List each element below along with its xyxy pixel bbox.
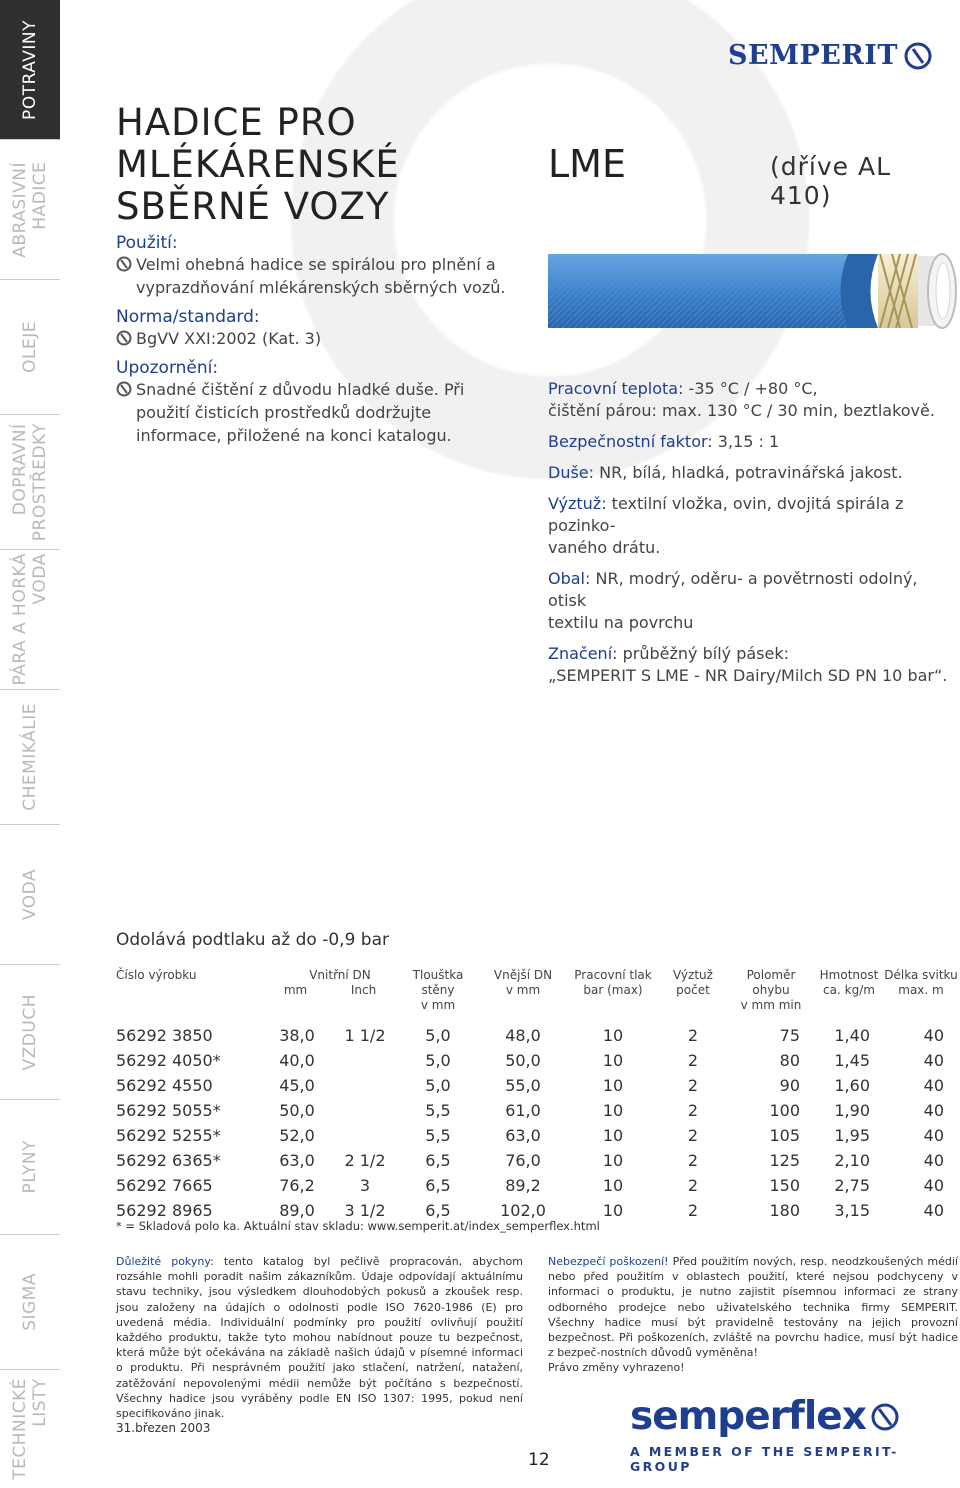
- usage-heading: Použití:: [116, 233, 178, 253]
- cell-working-pressure: 10: [602, 1026, 624, 1045]
- table-row: [116, 1123, 958, 1148]
- cell-inner-dn-mm: 63,0: [279, 1151, 315, 1170]
- spec-value: : NR, modrý, oděru- a povětrnosti odolný, otisk: [548, 569, 918, 610]
- important-notes: [116, 1254, 523, 1421]
- col-header-coil-length: [884, 968, 958, 1013]
- spec-marking-text: „SEMPERIT S LME - NR Dairy/Milch SD PN 10 bar“.: [548, 666, 948, 685]
- specifications: [548, 378, 958, 687]
- table-row: [116, 1098, 958, 1123]
- header-text: Vnitřní DN: [309, 968, 371, 982]
- tab-label: OLEJE: [20, 321, 40, 373]
- tab-sigma[interactable]: [0, 1235, 60, 1370]
- cell-bend-radius: 100: [769, 1101, 800, 1120]
- cell-inner-dn-mm: 52,0: [279, 1126, 315, 1145]
- cell-inner-dn-mm: 76,2: [279, 1176, 315, 1195]
- cell-inner-dn-inch: 3 1/2: [344, 1201, 386, 1220]
- spec-key: Pracovní teplota: [548, 379, 679, 398]
- cell-reinforcement-count: 2: [687, 1201, 699, 1220]
- cell-wall-thickness: 5,0: [425, 1026, 451, 1045]
- cell-working-pressure: 10: [602, 1126, 624, 1145]
- cell-coil-length: 40: [923, 1026, 944, 1045]
- cell-working-pressure: 10: [602, 1151, 624, 1170]
- hose-image: [548, 252, 958, 334]
- norm-item: [116, 327, 516, 350]
- table-row: [116, 1073, 958, 1098]
- inner-dn-subheaders: [262, 983, 398, 998]
- header-unit: max. m: [898, 983, 944, 997]
- tab-vzduch[interactable]: [0, 965, 60, 1100]
- cell-weight: 2,10: [834, 1151, 870, 1170]
- cell-inner-dn-inch: [332, 1048, 398, 1073]
- table-row: [116, 1173, 958, 1198]
- spec-key: Duše: [548, 463, 589, 482]
- hose-table: [116, 968, 958, 1223]
- usage-text: Velmi ohebná hadice se spirálou pro plnění a vyprazdňování mlékárenských sběrných vozů.: [136, 255, 506, 297]
- tab-plyny[interactable]: [0, 1100, 60, 1235]
- cell-reinforcement-count: 2: [687, 1126, 699, 1145]
- cell-bend-radius: 105: [769, 1126, 800, 1145]
- cell-weight: 1,60: [834, 1076, 870, 1095]
- tab-abrasivni-hadice[interactable]: [0, 140, 60, 280]
- cell-product-no: 56292 6365*: [116, 1151, 221, 1170]
- header-text: Délka svitku: [884, 968, 958, 982]
- table-row: [116, 1023, 958, 1048]
- info-block: [116, 233, 516, 447]
- cell-coil-length: 40: [923, 1126, 944, 1145]
- spec-reinforcement-cont: vaného drátu.: [548, 538, 661, 557]
- header-unit: počet: [676, 983, 710, 997]
- product-table: [116, 968, 958, 1223]
- semperflex-logo: [630, 1394, 958, 1474]
- tab-chemikalie[interactable]: [0, 690, 60, 825]
- semperit-emblem-icon: [870, 1402, 900, 1432]
- semperit-logo-text: SEMPERIT: [728, 40, 899, 71]
- cell-inner-dn-mm: 89,0: [279, 1201, 315, 1220]
- spec-key: Bezpečnostní faktor: [548, 432, 708, 451]
- spec-marking: [548, 643, 958, 665]
- warning-body: Před použitím nových, resp. neodzkoušených médií nebo před použitím v oblastech použití, které nejsou podchyceny v informaci o produktu, je nutno zajistit písemnou informaci ze strany odborného prodejce nebo uživatelského technika firmy SEMPERIT. Všechny hadice musí být pravidelně testovány na jejich provozní bezpečnost. Při poškozeních, zvláště na povrchu hadice, musí být hadice z bezpeč-nostních důvodů vyměněna!: [548, 1255, 958, 1360]
- tab-dopravni-prostredky[interactable]: [0, 415, 60, 550]
- hose-illustration: [548, 252, 958, 330]
- semperflex-logo-text: semperflex: [630, 1394, 866, 1439]
- cell-inner-dn-inch: 3: [359, 1176, 371, 1195]
- tab-technicke-listy[interactable]: [0, 1370, 60, 1488]
- category-sidebar: [0, 0, 60, 1488]
- col-header-product-no: [116, 968, 262, 1013]
- cell-bend-radius: 125: [769, 1151, 800, 1170]
- cell-product-no: 56292 5255*: [116, 1126, 221, 1145]
- table-body: [116, 1023, 958, 1223]
- cell-reinforcement-count: 2: [687, 1076, 699, 1095]
- cell-working-pressure: 10: [602, 1076, 624, 1095]
- header-unit: v mm: [420, 998, 456, 1012]
- col-header-reinforcement: [658, 968, 728, 1013]
- cell-wall-thickness: 6,5: [425, 1151, 451, 1170]
- cell-working-pressure: 10: [602, 1201, 624, 1220]
- cell-outer-dn: 76,0: [505, 1151, 541, 1170]
- cell-coil-length: 40: [923, 1051, 944, 1070]
- spec-temperature: [548, 378, 958, 400]
- cell-outer-dn: 89,2: [505, 1176, 541, 1195]
- cell-product-no: 56292 8965: [116, 1201, 213, 1220]
- tab-label: SIGMA: [20, 1273, 40, 1331]
- cell-wall-thickness: 5,5: [425, 1101, 451, 1120]
- tab-label: CHEMIKÁLIE: [20, 703, 40, 811]
- cell-weight: 1,40: [834, 1026, 870, 1045]
- norm-heading: Norma/standard:: [116, 307, 260, 327]
- cell-outer-dn: 63,0: [505, 1126, 541, 1145]
- tab-label: POTRAVINY: [20, 19, 40, 120]
- cell-weight: 2,75: [834, 1176, 870, 1195]
- spec-reinforcement: [548, 493, 958, 537]
- semperit-emblem-icon: [904, 42, 932, 70]
- cell-product-no: 56292 4550: [116, 1076, 213, 1095]
- cell-working-pressure: 10: [602, 1176, 624, 1195]
- header-text: Tlouštka stěny: [412, 968, 464, 997]
- header-text: Pracovní tlak: [574, 968, 652, 982]
- cell-outer-dn: 50,0: [505, 1051, 541, 1070]
- semperit-logo: [728, 40, 932, 71]
- spec-value: : textilní vložka, ovin, dvojitá spirála z pozinko-: [548, 494, 904, 535]
- spec-tube: [548, 462, 958, 484]
- header-unit: v mm: [505, 983, 541, 997]
- header-text: Hmotnost: [819, 968, 879, 982]
- warning-text: Snadné čištění z důvodu hladké duše. Při použití čisticích prostředků dodržujte informace, přiložené na konci katalogu.: [136, 380, 465, 445]
- header-text: Výztuž: [673, 968, 713, 982]
- header-sub-mm: mm: [283, 983, 308, 997]
- header-unit: ca. kg/m: [823, 983, 875, 997]
- tab-label: PÁRA A HORKÁ VODA: [10, 553, 50, 686]
- tab-label: VODA: [20, 868, 40, 921]
- semperflex-tagline: A MEMBER OF THE SEMPERIT-GROUP: [630, 1444, 899, 1474]
- cell-outer-dn: 55,0: [505, 1076, 541, 1095]
- col-header-outer-dn: [478, 968, 568, 1013]
- spec-safety: [548, 431, 958, 453]
- cell-coil-length: 40: [923, 1076, 944, 1095]
- rights-reserved: Právo změny vyhrazeno!: [548, 1361, 685, 1375]
- product-former-name: (dříve AL 410): [770, 152, 891, 210]
- cell-bend-radius: 75: [779, 1026, 800, 1045]
- cell-wall-thickness: 5,0: [425, 1076, 451, 1095]
- tab-label: VZDUCH: [20, 993, 40, 1071]
- warning-key: Nebezpečí poškození!: [548, 1255, 669, 1268]
- footer-date: 31.březen 2003: [116, 1421, 211, 1435]
- col-header-pressure: [568, 968, 658, 1013]
- damage-warning-text: [548, 1254, 958, 1360]
- vacuum-note: Odolává podtlaku až do -0,9 bar: [116, 930, 389, 950]
- cell-bend-radius: 80: [779, 1051, 800, 1070]
- spec-key: Obal: [548, 569, 585, 588]
- cell-wall-thickness: 6,5: [425, 1176, 451, 1195]
- cell-inner-dn-mm: 38,0: [279, 1026, 315, 1045]
- spec-key: Značení: [548, 644, 613, 663]
- cell-inner-dn-inch: [332, 1073, 398, 1098]
- notes-body: : tento katalog byl pečlivě propracován, abychom rozsáhle mohli poradit našim zákazníkům. Údaje odpovídají aktuálnímu stavu techniky, jsou výsledkem dlouhodobých pokusů a zkoušek resp. jsou založeny na údajích o odolnosti podle ISO 7620-1986 (E) pro uvedená média. Individuální podmínky pro použití ovlivňují použití každého produktu, takže tyto mohou nabídnout pouze tu bezpečnost, která může být očekávána na základě našich údajů v písemné informaci o produktu. Při nesprávném použití jako stlačení, natržení, natažení, zatěžování nepovolenými médii nemůže být počítáno s bezpečností. Všechny hadice jsou vyráběny podle EN ISO 1307: 1995, pokud není specifikováno jinak.: [116, 1255, 523, 1421]
- table-spacer: [116, 1013, 958, 1023]
- cell-inner-dn-inch: [332, 1098, 398, 1123]
- tab-para-a-horka-voda[interactable]: [0, 550, 60, 690]
- cell-product-no: 56292 4050*: [116, 1051, 221, 1070]
- header-text: Vnější DN: [493, 968, 553, 982]
- spec-cover-cont: textilu na povrchu: [548, 613, 694, 632]
- cell-outer-dn: 102,0: [500, 1201, 546, 1220]
- header-unit: v mm min: [740, 998, 802, 1012]
- cell-outer-dn: 61,0: [505, 1101, 541, 1120]
- usage-item: [116, 253, 516, 299]
- norm-text: BgVV XXI:2002 (Kat. 3): [136, 329, 322, 348]
- cell-bend-radius: 150: [769, 1176, 800, 1195]
- cell-product-no: 56292 5055*: [116, 1101, 221, 1120]
- cell-inner-dn-mm: 50,0: [279, 1101, 315, 1120]
- cell-reinforcement-count: 2: [687, 1026, 699, 1045]
- spec-value: : průběžný bílý pásek:: [612, 644, 789, 663]
- tab-voda[interactable]: [0, 825, 60, 965]
- bullet-icon: [116, 330, 132, 346]
- cell-weight: 1,90: [834, 1101, 870, 1120]
- page-number: 12: [528, 1450, 550, 1470]
- cell-wall-thickness: 5,0: [425, 1051, 451, 1070]
- title-line-2: MLÉKÁRENSKÉ: [116, 143, 400, 186]
- header-text: Číslo výrobku: [116, 968, 197, 982]
- cell-inner-dn-mm: 40,0: [279, 1051, 315, 1070]
- cell-coil-length: 40: [923, 1151, 944, 1170]
- cell-inner-dn-inch: 2 1/2: [344, 1151, 386, 1170]
- cell-weight: 1,45: [834, 1051, 870, 1070]
- header-sub-inch: Inch: [350, 983, 377, 997]
- cell-weight: 3,15: [834, 1201, 870, 1220]
- cell-coil-length: 40: [923, 1101, 944, 1120]
- damage-warning: [548, 1254, 958, 1376]
- cell-inner-dn-mm: 45,0: [279, 1076, 315, 1095]
- header-unit: bar (max): [583, 983, 643, 997]
- important-notes-text: [116, 1254, 523, 1421]
- tab-label: DOPRAVNÍ PROSTŘEDKY: [10, 422, 50, 542]
- cell-coil-length: 40: [923, 1176, 944, 1195]
- cell-reinforcement-count: 2: [687, 1101, 699, 1120]
- spec-value: : 3,15 : 1: [707, 432, 780, 451]
- cell-product-no: 56292 7665: [116, 1176, 213, 1195]
- title-line-3: SBĚRNÉ VOZY: [116, 185, 390, 228]
- cell-inner-dn-inch: [332, 1123, 398, 1148]
- cell-bend-radius: 90: [779, 1076, 800, 1095]
- col-header-bend-radius: [728, 968, 814, 1013]
- cell-coil-length: 40: [923, 1201, 944, 1220]
- page-title: [116, 102, 400, 228]
- bullet-icon: [116, 381, 132, 397]
- tab-oleje[interactable]: [0, 280, 60, 415]
- tab-label: ABRASIVNÍ HADICE: [10, 161, 50, 258]
- cell-outer-dn: 48,0: [505, 1026, 541, 1045]
- cell-wall-thickness: 6,5: [425, 1201, 451, 1220]
- product-code: LME: [548, 142, 626, 186]
- tab-label: PLYNY: [20, 1140, 40, 1194]
- tab-potraviny[interactable]: [0, 0, 60, 140]
- table-row: [116, 1048, 958, 1073]
- notes-key: Důležité pokyny: [116, 1255, 211, 1268]
- col-header-wall: [398, 968, 478, 1013]
- cell-working-pressure: 10: [602, 1051, 624, 1070]
- cell-working-pressure: 10: [602, 1101, 624, 1120]
- spec-key: Výztuž: [548, 494, 602, 513]
- spec-value: : NR, bílá, hladká, potravinářská jakost.: [588, 463, 903, 482]
- cell-wall-thickness: 5,5: [425, 1126, 451, 1145]
- col-header-weight: [814, 968, 884, 1013]
- spec-temperature-cleaning: čištění párou: max. 130 °C / 30 min, beztlakově.: [548, 401, 935, 420]
- semperflex-logo-row: [630, 1394, 958, 1440]
- table-row: [116, 1148, 958, 1173]
- cell-product-no: 56292 3850: [116, 1026, 213, 1045]
- warning-item: [116, 378, 516, 447]
- warning-heading: Upozornění:: [116, 358, 219, 378]
- spec-cover: [548, 568, 958, 612]
- tab-label: TECHNICKÉ LISTY: [10, 1378, 50, 1480]
- table-header-row: [116, 968, 958, 1013]
- title-line-1: HADICE PRO: [116, 101, 357, 144]
- cell-inner-dn-inch: 1 1/2: [344, 1026, 386, 1045]
- cell-reinforcement-count: 2: [687, 1176, 699, 1195]
- table-footnote: * = Skladová polo ka. Aktuální stav skladu: www.semperit.at/index_semperflex.html: [116, 1219, 600, 1233]
- cell-weight: 1,95: [834, 1126, 870, 1145]
- cell-bend-radius: 180: [769, 1201, 800, 1220]
- col-header-inner-dn: [262, 968, 398, 1013]
- cell-reinforcement-count: 2: [687, 1051, 699, 1070]
- cell-reinforcement-count: 2: [687, 1151, 699, 1170]
- spec-value: : -35 °C / +80 °C,: [678, 379, 818, 398]
- bullet-icon: [116, 256, 132, 272]
- header-text: Poloměr ohybu: [746, 968, 796, 997]
